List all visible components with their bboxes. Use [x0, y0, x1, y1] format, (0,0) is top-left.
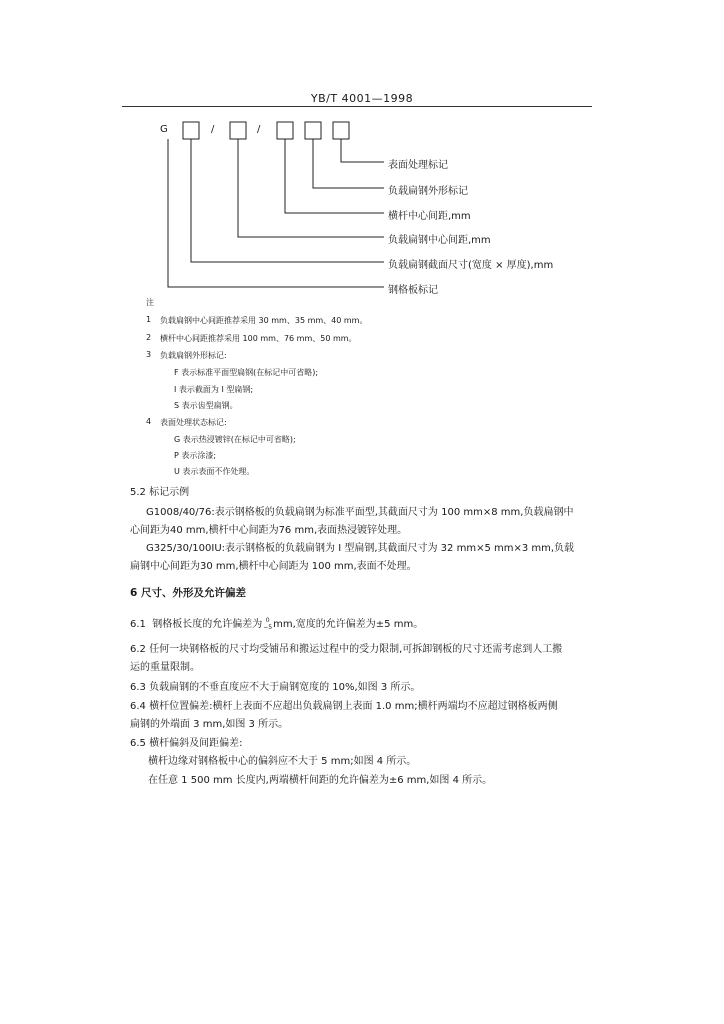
paragraph-line: 心间距为40 mm,横杆中心间距为76 mm,表面热浸镀锌处理。 [130, 525, 408, 536]
note-text: 横杆中心间距推荐采用 100 mm、76 mm、50 mm。 [160, 334, 357, 343]
label-grating-mark: 钢格板标记 [388, 285, 438, 296]
note-subitem: S 表示齿型扁钢。 [174, 401, 238, 410]
standard-header: YB/T 4001—1998 [310, 92, 414, 105]
tolerance-fraction [263, 617, 272, 631]
diagram-separator: / [211, 124, 215, 135]
diagram-prefix: G [160, 124, 168, 135]
paragraph-line: G325/30/100IU:表示钢格板的负载扁钢为 I 型扁钢,其截面尺寸为 32 mm×5 mm×3 mm,负载 [146, 543, 575, 554]
box-crossbar-spacing [277, 122, 293, 139]
label-bar-spacing: 负载扁钢中心间距,mm [388, 235, 491, 246]
designation-diagram [0, 0, 724, 300]
label-section-size: 负载扁钢截面尺寸(宽度 × 厚度),mm [388, 260, 554, 271]
paragraph-line: 6.4 横杆位置偏差:横杆上表面不应超出负载扁钢上表面 1.0 mm;横杆两端均不应超过钢格板两侧 [130, 701, 558, 712]
tolerance-upper: 0 [265, 617, 270, 624]
label-shape-mark: 负载扁钢外形标记 [388, 186, 468, 197]
section-heading: 6 尺寸、外形及允许偏差 [130, 587, 246, 599]
note-number: 3 [146, 350, 152, 359]
box-bar-shape [305, 122, 321, 139]
note-subitem: F 表示标准平面型扁钢(在标记中可省略); [174, 368, 319, 377]
diagram-separator: / [257, 124, 261, 135]
leader-section [191, 139, 384, 262]
note-subitem: G 表示热浸镀锌(在标记中可省略); [174, 435, 296, 444]
paragraph-line: 横杆边缘对钢格板中心的偏斜应不大于 5 mm;如图 4 所示。 [148, 756, 417, 767]
leader-surface [341, 139, 384, 162]
paragraph-line: 扁钢的外端面 3 mm,如图 3 所示。 [130, 719, 289, 730]
clause-6-1 [130, 615, 423, 631]
section-heading: 5.2 标记示例 [130, 487, 190, 498]
label-surface-mark: 表面处理标记 [388, 160, 448, 171]
paragraph-line: G1008/40/76:表示钢格板的负载扁钢为标准平面型,其截面尺寸为 100 mm×8 mm,负载扁钢中 [146, 507, 574, 518]
paragraph-line: 扁钢中心间距为30 mm,横杆中心间距为 100 mm,表面不处理。 [130, 561, 417, 572]
note-text: 负载扁钢外形标记: [160, 351, 227, 360]
box-surface [333, 122, 349, 139]
box-bar-spacing [230, 122, 246, 139]
leader-crossbar [285, 139, 384, 213]
box-section-size [183, 122, 199, 139]
note-subitem: P 表示涂漆; [174, 451, 217, 460]
clause-number: 6.1 [130, 619, 146, 630]
paragraph-line: 6.5 横杆偏斜及间距偏差: [130, 738, 243, 749]
note-subitem: U 表示表面不作处理。 [174, 467, 255, 476]
note-number: 1 [146, 315, 152, 324]
note-text: 负载扁钢中心间距推荐采用 30 mm、35 mm、40 mm。 [160, 316, 368, 325]
paragraph-line: 运的重量限制。 [130, 662, 200, 673]
paragraph-line: 在任意 1 500 mm 长度内,两端横杆间距的允许偏差为±6 mm,如图 4 所示。 [148, 775, 493, 786]
note-text: 表面处理状态标记: [160, 418, 227, 427]
tolerance-lower: −5 [263, 624, 273, 631]
notes-title: 注 [146, 298, 154, 307]
note-number: 2 [146, 333, 152, 342]
label-crossbar-spacing: 横杆中心间距,mm [388, 211, 471, 222]
paragraph-line: 6.3 负载扁钢的不垂直度应不大于扁钢宽度的 10%,如图 3 所示。 [130, 682, 421, 693]
leader-shape [313, 139, 384, 188]
paragraph-line: 6.2 任何一块钢格板的尺寸均受铺吊和搬运过程中的受力限制,可拆卸钢板的尺寸还需考虑到人工搬 [130, 644, 563, 655]
note-number: 4 [146, 417, 152, 426]
clause-text: 钢格板长度的允许偏差为 [152, 619, 263, 630]
note-subitem: I 表示截面为 I 型扁钢; [174, 385, 254, 394]
clause-text: mm,宽度的允许偏差为±5 mm。 [273, 619, 424, 630]
